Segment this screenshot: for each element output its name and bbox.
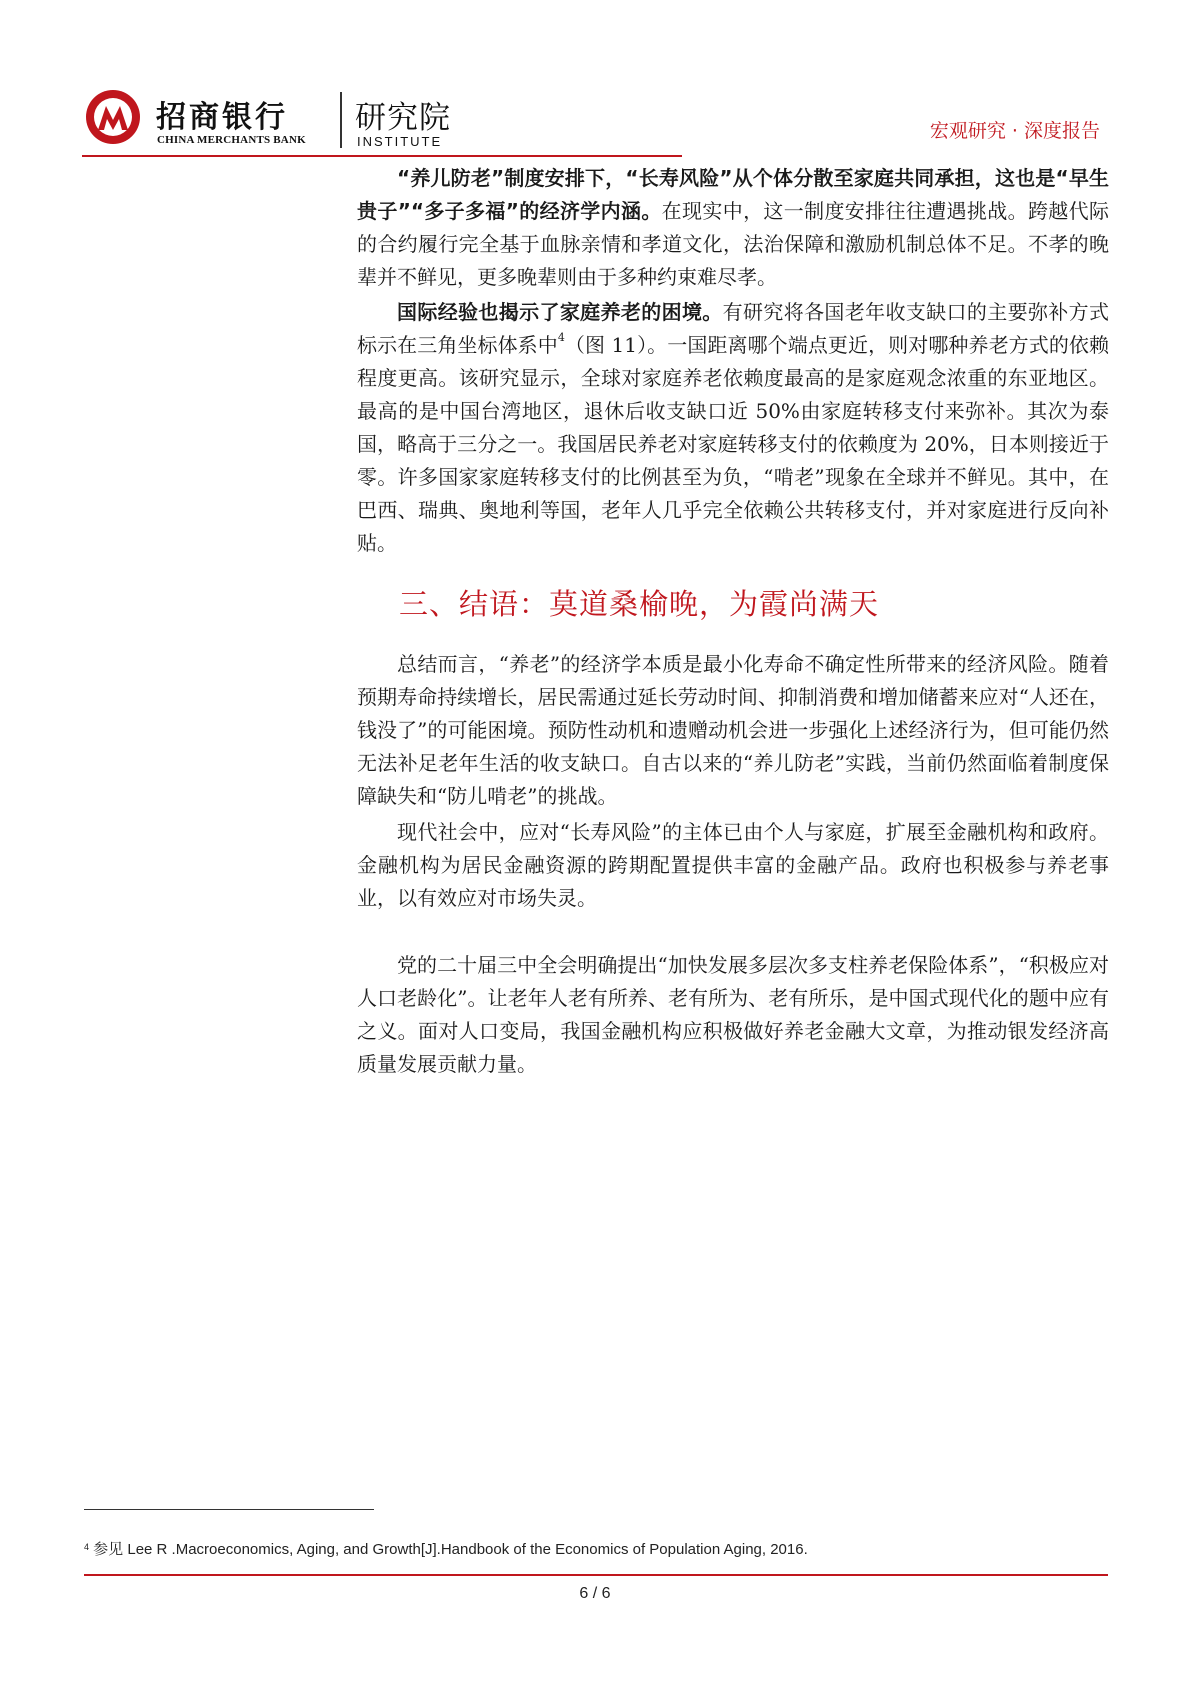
bank-name-en: CHINA MERCHANTS BANK [157,134,306,146]
paragraph-2 [357,296,1109,560]
paragraph-1-text: 在现实中，这一制度安排往往遭遇挑战。跨越代际的合约履行完全基于血脉亲情和孝道文化，法治保障和激励机制总体不足。不孝的晚辈并不鲜见，更多晚辈则由于多种约束难尽孝。 [357,199,1109,289]
bank-name-cn: 招商银行 [156,100,288,135]
paragraph-2-text-a: 有研究将各国老年收支缺口的主要弥补方式标示在三角坐标体系中 [357,300,1110,357]
page-number: 6 / 6 [579,1585,611,1602]
paragraph-2-text-b: （图 11）。一国距离哪个端点更近，则对哪种养老方式的依赖程度更高。该研究显示，全球对家庭养老依赖度最高的是家庭观念浓重的东亚地区。最高的是中国台湾地区，退休后收支缺口近 50%由家庭转移支付来弥补。其次为泰国，略高于三分之一。我国居民养老对家庭转移支付的依赖度为 20%，日本则接近于零。许多国家家庭转移支付的比例甚至为负，“啃老”现象在全球并不鲜见。其中，在巴西、瑞典、奥地利等国，老年人几乎完全依赖公共转移支付，并对家庭进行反向补贴。 [357,333,1109,555]
china-merchants-bank-logo-icon [84,88,142,146]
logo-divider [340,92,342,148]
section-heading [399,582,1151,623]
section-title: 三、结语：莫道桑榆晚，为霞尚满天 [399,587,880,621]
header-rule [82,155,682,157]
footnote-rule [84,1509,374,1510]
footer-rule [84,1574,1108,1576]
paragraph-3-text: 总结而言，“养老”的经济学本质是最小化寿命不确定性所带来的经济风险。随着预期寿命持续增长，居民需通过延长劳动时间、抑制消费和增加储蓄来应对“人还在，钱没了”的可能困境。预防性动机和遗赠动机会进一步强化上述经济行为，但可能仍然无法补足老年生活的收支缺口。自古以来的“养儿防老”实践，当前仍然面临着制度保障缺失和“防儿啃老”的挑战。 [357,652,1109,808]
footnote-ref[interactable]: 4 [557,331,565,344]
paragraph-4-text: 现代社会中，应对“长寿风险”的主体已由个人与家庭，扩展至金融机构和政府。金融机构为居民金融资源的跨期配置提供丰富的金融产品。政府也积极参与养老事业，以有效应对市场失灵。 [357,820,1109,910]
footnote-marker: 4 [84,1542,90,1552]
paragraph-5 [357,949,1109,1081]
paragraph-1-lead: “养儿防老”制度安排下，“长寿风险”从个体分散至家庭共同承担，这也是“早生贵子”“多子多福”的经济学内涵。 [357,166,1109,223]
paragraph-1 [357,162,1109,294]
institute-name-en: INSTITUTE [357,134,443,149]
paragraph-5-text: 党的二十届三中全会明确提出“加快发展多层次多支柱养老保险体系”，“积极应对人口老龄化”。让老年人老有所养、老有所为、老有所乐，是中国式现代化的题中应有之义。面对人口变局，我国金融机构应积极做好养老金融大文章，为推动银发经济高质量发展贡献力量。 [357,953,1109,1076]
paragraph-2-lead: 国际经验也揭示了家庭养老的困境。 [397,300,723,324]
footnote-text: 参见 Lee R .Macroeconomics, Aging, and Growth[J].Handbook of the Economics of Population Aging, 2016. [89,1541,808,1558]
report-type-label: 宏观研究 · 深度报告 [929,120,1100,142]
paragraph-4 [357,816,1109,915]
paragraph-3 [357,648,1109,813]
footnote [84,1538,808,1559]
institute-name-cn: 研究院 [355,100,451,136]
